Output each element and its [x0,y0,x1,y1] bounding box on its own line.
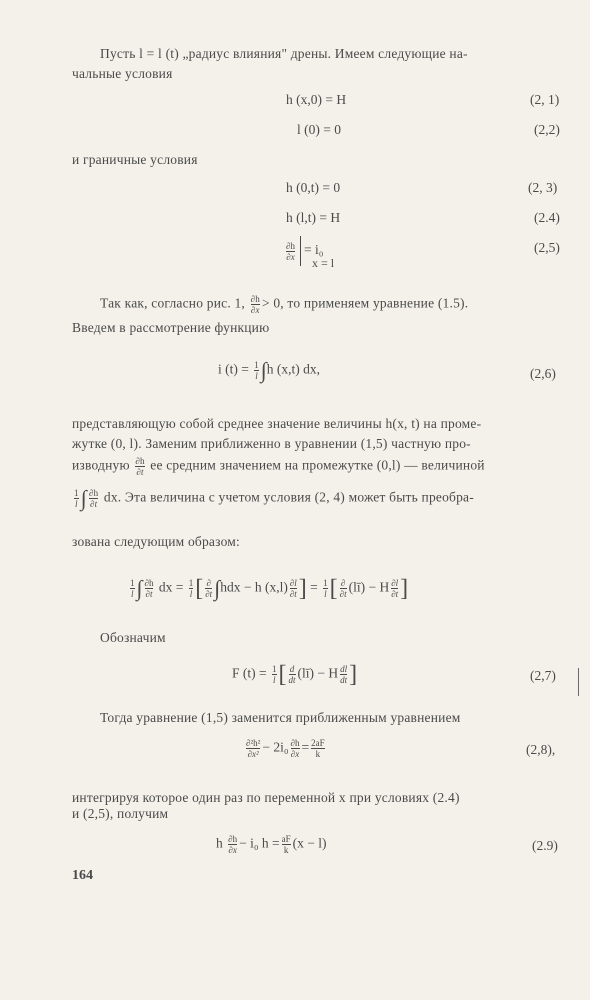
fraction: $\frac{\partial h}{\partial t}$ [135,456,145,477]
fraction: $\frac{\partial h}{\partial x}$ [286,240,295,262]
paragraph-line: чальные условия [72,66,173,81]
fraction: $\frac{\partial h}{\partial x}$ [228,834,238,855]
integral-sign: ∫ [80,485,87,511]
fraction: $\frac{\partial l}{\partial t}$ [289,578,297,599]
fraction: $\frac{\text{∂²h²}}{\text{∂x²}}$ [246,738,261,759]
equation-2-7: F (t) = $\frac{1}{l}$ [ $\frac{d}{dt}$ (lī) − H $\frac{dl}{dt}$ ] [232,661,358,688]
paragraph-line: Обозначим [100,630,166,645]
fraction: $\frac{d}{dt}$ [288,664,296,685]
fraction: $\frac{1}{l}$ [272,664,277,685]
paragraph-line: жутке (0, l). Заменим приближенно в уравнении (1,5) частную про- [72,436,471,451]
equation-2-8: $\frac{\text{∂²h²}}{\text{∂x²}}$ − 2i₀ $\frac{\partial h}{\partial x}$ = $\frac{2aF}{k}$ [246,738,325,759]
equation-2-5: $\frac{\partial h}{\partial x}$ = i₀ [284,236,323,266]
equation-2-9: h $\frac{\partial h}{\partial x}$ − i₀ h = $\frac{aF}{k}$ (x − l) [216,834,327,855]
fraction: $\frac{aF}{k}$ [281,834,291,855]
paragraph-line: Так как, согласно рис. 1, $\frac{\partial h}{\partial x}$ > 0, то применяем уравнение (1.5). [100,294,469,315]
evaluation-subscript: x = l [312,256,335,270]
equation-2-6: i (t) = $\frac{1}{l}$ ∫h (x,t) dx, [218,357,321,383]
page-number: 164 [72,868,93,883]
equation-2-2: l (0) = 0 [297,122,341,137]
fraction: $\frac{dl}{dt}$ [340,664,348,685]
fraction: $\frac{1}{l}$ [130,578,135,599]
fraction: $\frac{\partial}{\partial t}$ [339,578,347,599]
equation-transformation: $\frac{1}{l}$ ∫ $\frac{\partial h}{\partial t}$ dx = $\frac{1}{l}$ [ $\frac{\partial}{\partial t}$ ∫hdx − h (x,l) $\frac{\partial l}{\partial t}$ ] = $\frac{1}{l}$ [ $\frac{\partial}{\partial t}$ (lī) − H $\frac{\partial l}{\partial t}$ ] [130,575,409,602]
evaluation-bar [300,236,301,266]
fraction: $\frac{\partial h}{\partial t}$ [88,488,99,509]
equation-2-3: h (0,t) = 0 [286,180,341,195]
integral-sign: ∫ [214,575,221,601]
fraction: $\frac{1}{l}$ [254,360,259,381]
fraction: $\frac{\partial h}{\partial x}$ [290,738,300,759]
equation-2-4: h (l,t) = H [286,210,341,225]
paragraph-line: зована следующим образом: [72,534,240,549]
equation-number: (2,8), [526,742,556,757]
paragraph-line: Пусть l = l (t) „радиус влияния" дрены. Имеем следующие на- [100,46,468,61]
paragraph-line: представляющую собой среднее значение величины h(x, t) на проме- [72,416,482,431]
paragraph-line: изводную $\frac{\partial h}{\partial t}$ ее средним значением на промежутке (0,l) — величиной [72,456,485,477]
integral-sign: ∫ [260,357,267,383]
margin-mark [578,668,579,696]
fraction: $\frac{1}{l}$ [74,488,79,509]
paragraph-line: Введем в рассмотрение функцию [72,320,270,335]
equation-number: (2.4) [534,210,560,225]
fraction: $\frac{\partial h}{\partial x}$ [250,294,260,315]
fraction: $\frac{\partial l}{\partial t}$ [391,578,399,599]
equation-number: (2, 1) [530,92,560,107]
paragraph-line: Тогда уравнение (1,5) заменится приближенным уравнением [100,710,461,725]
fraction: $\frac{2aF}{k}$ [311,738,325,759]
paragraph-line: и граничные условия [72,152,198,167]
fraction: $\frac{1}{l}$ [188,578,194,599]
fraction: $\frac{\partial h}{\partial t}$ [144,578,154,599]
equation-number: (2,2) [534,122,560,137]
paragraph-line: интегрируя которое один раз по переменной x при условиях (2.4) [72,790,460,805]
equation-number: (2.9) [532,838,558,853]
equation-number: (2,5) [534,240,560,255]
equation-number: (2, 3) [528,180,558,195]
integral-sign: ∫ [136,575,143,601]
equation-number: (2,7) [530,668,556,683]
equation-number: (2,6) [530,366,556,381]
paragraph-line: $\frac{1}{l}$ ∫ $\frac{\partial h}{\partial t}$ dx. Эта величина с учетом условия (2, 4) может быть преобра- [74,485,474,511]
fraction: $\frac{1}{l}$ [323,578,328,599]
equation-2-1: h (x,0) = H [286,92,347,107]
fraction: $\frac{\partial}{\partial t}$ [205,578,213,599]
paragraph-line: и (2,5), получим [72,806,169,821]
